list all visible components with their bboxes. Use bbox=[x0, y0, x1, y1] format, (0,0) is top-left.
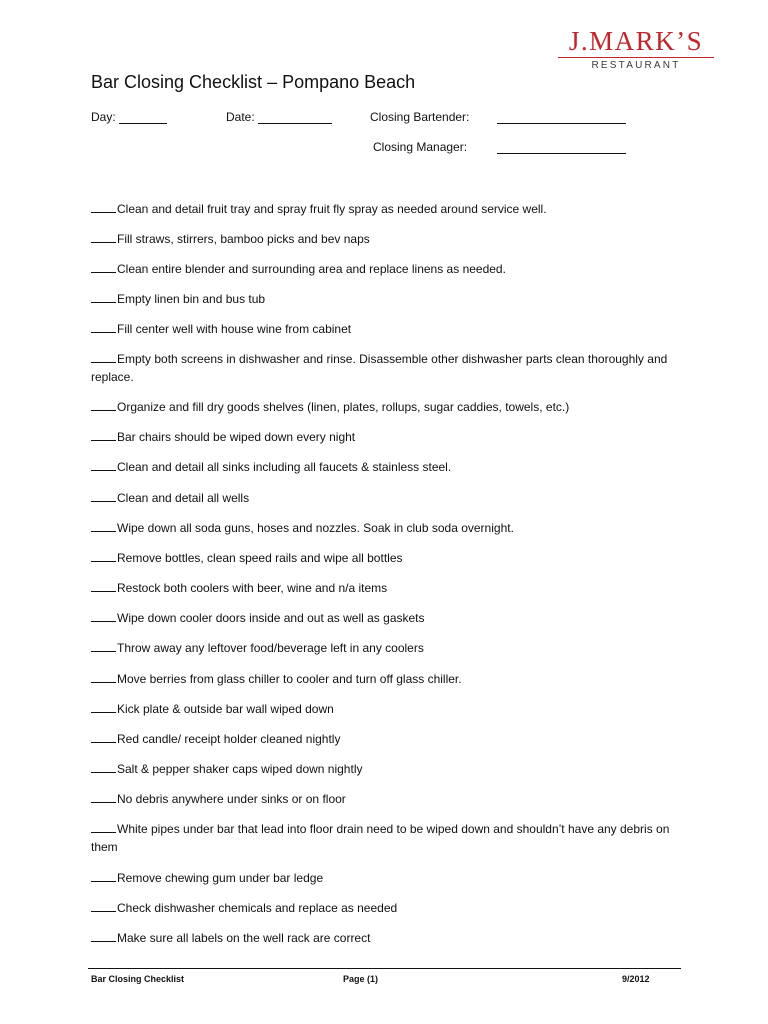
item-text: Kick plate & outside bar wall wiped down bbox=[117, 702, 334, 716]
check-blank[interactable] bbox=[91, 290, 116, 303]
check-blank[interactable] bbox=[91, 519, 116, 532]
item-text: Make sure all labels on the well rack are correct bbox=[117, 931, 371, 945]
checklist-item bbox=[91, 519, 671, 537]
check-blank[interactable] bbox=[91, 350, 116, 363]
checklist-item bbox=[91, 639, 671, 657]
checklist-item bbox=[91, 549, 671, 567]
item-text: Salt & pepper shaker caps wiped down nightly bbox=[117, 762, 363, 776]
item-text: Remove bottles, clean speed rails and wipe all bottles bbox=[117, 551, 403, 565]
item-text: Clean and detail all wells bbox=[117, 491, 250, 505]
checklist-item bbox=[91, 260, 671, 278]
checklist-item bbox=[91, 398, 671, 416]
check-blank[interactable] bbox=[91, 428, 116, 441]
check-blank[interactable] bbox=[91, 730, 116, 743]
closing-manager-label: Closing Manager: bbox=[373, 140, 468, 154]
checklist-item bbox=[91, 428, 671, 446]
item-text: Wipe down all soda guns, hoses and nozzles. Soak in club soda overnight. bbox=[117, 521, 514, 535]
date-blank[interactable] bbox=[258, 111, 332, 124]
item-text: Clean and detail all sinks including all faucets & stainless steel. bbox=[117, 460, 452, 474]
check-blank[interactable] bbox=[91, 458, 116, 471]
checklist-item bbox=[91, 730, 671, 748]
checklist-item bbox=[91, 760, 671, 778]
item-text: Move berries from glass chiller to cooler and turn off glass chiller. bbox=[117, 672, 462, 686]
checklist-item bbox=[91, 869, 671, 887]
day-field bbox=[91, 110, 167, 124]
check-blank[interactable] bbox=[91, 230, 116, 243]
check-blank[interactable] bbox=[91, 609, 116, 622]
item-text: Organize and fill dry goods shelves (linen, plates, rollups, sugar caddies, towels, etc.) bbox=[117, 400, 570, 414]
checklist-item bbox=[91, 489, 671, 507]
item-text: Remove chewing gum under bar ledge bbox=[117, 871, 324, 885]
checklist-item bbox=[91, 579, 671, 597]
check-blank[interactable] bbox=[91, 489, 116, 502]
checklist-item bbox=[91, 899, 671, 917]
restaurant-logo bbox=[556, 26, 716, 72]
date-label: Date: bbox=[226, 110, 255, 124]
item-text: White pipes under bar that lead into floor drain need to be wiped down and shouldn’t have any debris on them bbox=[91, 822, 670, 854]
checklist-item bbox=[91, 820, 671, 856]
checklist-item bbox=[91, 230, 671, 248]
footer-divider bbox=[88, 968, 681, 969]
check-blank[interactable] bbox=[91, 200, 116, 213]
checklist-item bbox=[91, 350, 671, 386]
day-blank[interactable] bbox=[119, 111, 167, 124]
check-blank[interactable] bbox=[91, 670, 116, 683]
check-blank[interactable] bbox=[91, 320, 116, 333]
item-text: Red candle/ receipt holder cleaned nightly bbox=[117, 732, 341, 746]
footer-document-title: Bar Closing Checklist bbox=[91, 974, 185, 984]
item-text: Empty both screens in dishwasher and rinse. Disassemble other dishwasher parts clean thoroughly and replace. bbox=[91, 352, 668, 384]
checklist-item bbox=[91, 929, 671, 947]
check-blank[interactable] bbox=[91, 760, 116, 773]
check-blank[interactable] bbox=[91, 869, 116, 882]
check-blank[interactable] bbox=[91, 820, 116, 833]
page-title: Bar Closing Checklist – Pompano Beach bbox=[91, 72, 416, 92]
footer-date: 9/2012 bbox=[622, 974, 650, 984]
item-text: Check dishwasher chemicals and replace as needed bbox=[117, 901, 398, 915]
check-blank[interactable] bbox=[91, 899, 116, 912]
check-blank[interactable] bbox=[91, 929, 116, 942]
checklist-item bbox=[91, 670, 671, 688]
check-blank[interactable] bbox=[91, 579, 116, 592]
check-blank[interactable] bbox=[91, 260, 116, 273]
checklist-item bbox=[91, 290, 671, 308]
closing-bartender-label: Closing Bartender: bbox=[370, 110, 470, 124]
footer-page-number: Page (1) bbox=[343, 974, 379, 984]
item-text: Bar chairs should be wiped down every night bbox=[117, 430, 356, 444]
item-text: Restock both coolers with beer, wine and n/a items bbox=[117, 581, 388, 595]
checklist-item bbox=[91, 700, 671, 718]
item-text: Fill center well with house wine from cabinet bbox=[117, 322, 352, 336]
checklist-item bbox=[91, 200, 671, 218]
check-blank[interactable] bbox=[91, 549, 116, 562]
date-field bbox=[226, 110, 332, 124]
closing-manager-blank[interactable] bbox=[497, 153, 626, 154]
check-blank[interactable] bbox=[91, 639, 116, 652]
item-text: Clean entire blender and surrounding area and replace linens as needed. bbox=[117, 262, 506, 276]
closing-bartender-blank[interactable] bbox=[497, 123, 626, 124]
logo-subtitle: RESTAURANT bbox=[591, 60, 681, 71]
check-blank[interactable] bbox=[91, 700, 116, 713]
logo-divider bbox=[558, 57, 714, 58]
item-text: Throw away any leftover food/beverage left in any coolers bbox=[117, 641, 424, 655]
check-blank[interactable] bbox=[91, 790, 116, 803]
item-text: Fill straws, stirrers, bamboo picks and bev naps bbox=[117, 232, 370, 246]
item-text: No debris anywhere under sinks or on floor bbox=[117, 792, 346, 806]
logo-name: J.MARK’S bbox=[568, 26, 704, 56]
check-blank[interactable] bbox=[91, 398, 116, 411]
checklist-item bbox=[91, 609, 671, 627]
checklist-item bbox=[91, 458, 671, 476]
checklist-item bbox=[91, 790, 671, 808]
day-label: Day: bbox=[91, 110, 116, 124]
item-text: Clean and detail fruit tray and spray fruit fly spray as needed around service well. bbox=[117, 202, 547, 216]
item-text: Wipe down cooler doors inside and out as well as gaskets bbox=[117, 611, 425, 625]
checklist-item bbox=[91, 320, 671, 338]
item-text: Empty linen bin and bus tub bbox=[117, 292, 266, 306]
